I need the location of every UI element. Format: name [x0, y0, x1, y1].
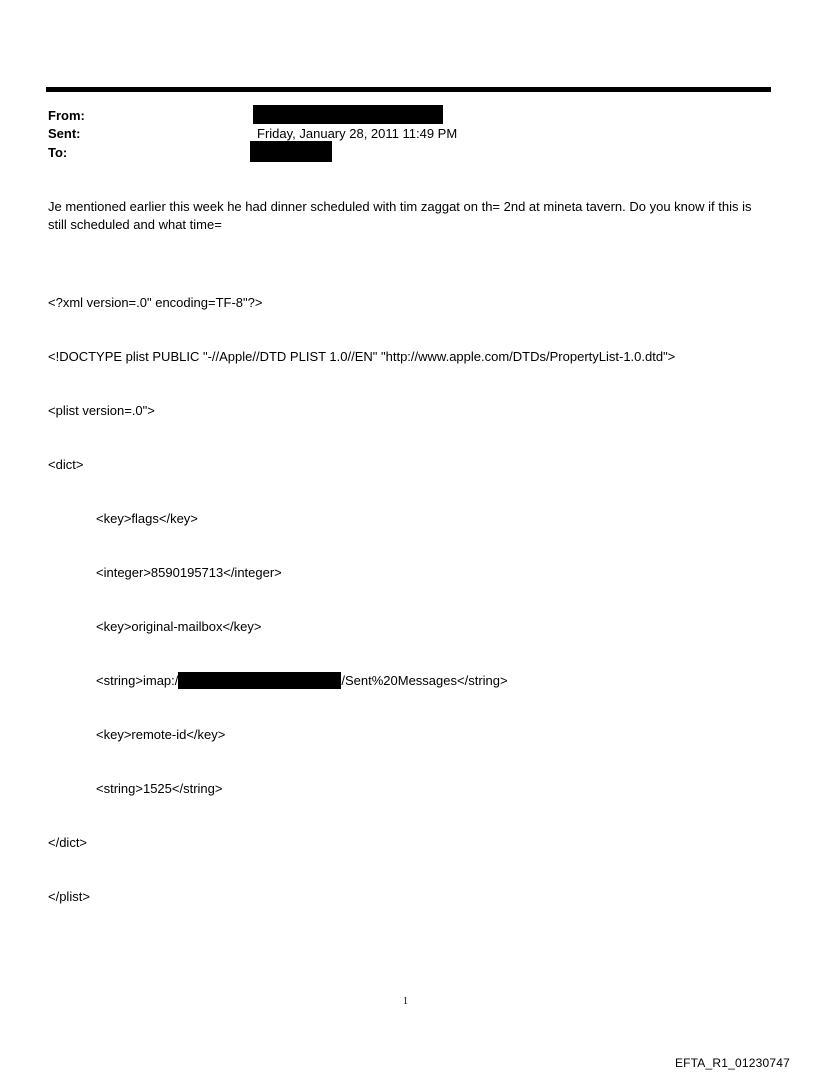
- xml-block: [48, 258, 675, 924]
- xml-line: <key>original-mailbox</key>: [96, 619, 262, 634]
- to-redaction: [250, 141, 332, 162]
- from-redaction: [253, 105, 443, 124]
- xml-line: <?xml version=.0" encoding=TF-8"?>: [48, 295, 263, 310]
- from-label: From:: [48, 108, 85, 123]
- xml-line: <plist version=.0">: [48, 403, 155, 418]
- email-body: [48, 198, 758, 234]
- xml-line: </plist>: [48, 889, 90, 904]
- xml-line: <!DOCTYPE plist PUBLIC "-//Apple//DTD PLIST 1.0//EN" "http://www.apple.com/DTDs/PropertyList-1.0.dtd">: [48, 349, 676, 364]
- xml-line: <integer>8590195713</integer>: [96, 565, 282, 580]
- sent-value: Friday, January 28, 2011 11:49 PM: [257, 126, 458, 141]
- sent-label: Sent:: [48, 126, 81, 141]
- page-number: 1: [403, 996, 408, 1007]
- xml-line: <dict>: [48, 457, 84, 472]
- header-rule: [46, 87, 771, 92]
- xml-line-redacted: [48, 672, 675, 690]
- xml-line: </dict>: [48, 835, 88, 850]
- xml-line-prefix: <string>imap:/: [96, 673, 179, 688]
- to-label: To:: [48, 145, 68, 160]
- xml-line: <string>1525</string>: [96, 781, 223, 796]
- xml-line-suffix: /Sent%20Messages</string>: [341, 673, 508, 688]
- bates-number: EFTA_R1_01230747: [674, 1056, 790, 1070]
- xml-line: <key>remote-id</key>: [96, 727, 226, 742]
- xml-line: <key>flags</key>: [96, 511, 198, 526]
- mailbox-redaction: [178, 672, 341, 689]
- body-paragraph: Je mentioned earlier this week he had dinner scheduled with tim zaggat on th= 2nd at mineta tavern. Do you know if this is still scheduled and what time=: [48, 199, 752, 232]
